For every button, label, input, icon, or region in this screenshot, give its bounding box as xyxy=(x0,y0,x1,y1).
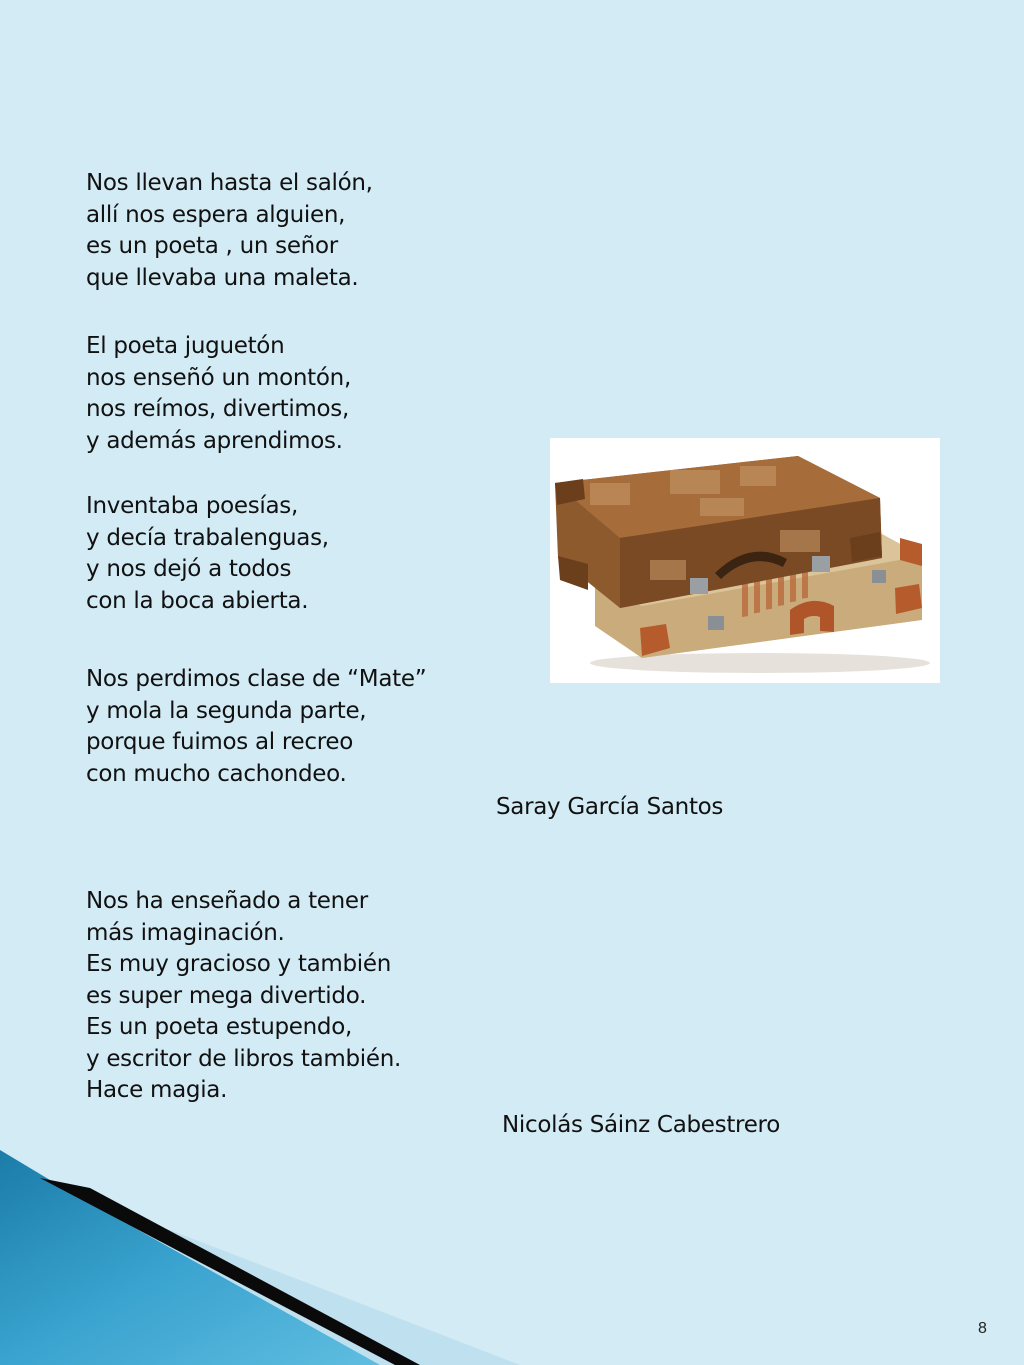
poem-line: y decía trabalenguas, xyxy=(86,524,329,551)
poem-line: con la boca abierta. xyxy=(86,587,309,614)
poem-line: es super mega divertido. xyxy=(86,982,367,1009)
stanza-3 xyxy=(86,491,329,617)
suitcases-illustration xyxy=(550,438,940,683)
author-signature: Nicolás Sáinz Cabestrero xyxy=(502,1112,780,1138)
poem-line: más imaginación. xyxy=(86,919,285,946)
suitcases-photo xyxy=(550,438,940,683)
poem-line: es un poeta , un señor xyxy=(86,233,338,259)
poem-line: nos reímos, divertimos, xyxy=(86,396,350,422)
poem-line: Nos perdimos clase de “Mate” xyxy=(86,666,427,692)
poem-line: Nos ha enseñado a tener xyxy=(86,888,368,914)
stanza-5 xyxy=(86,886,401,1107)
poem-line: allí nos espera alguien, xyxy=(86,201,346,228)
stanza-2 xyxy=(86,331,351,457)
poem-line: Inventaba poesías, xyxy=(86,493,298,519)
poem-line: Nos llevan hasta el salón, xyxy=(86,170,373,196)
poem-line: y mola la segunda parte, xyxy=(86,697,367,724)
poem-line: Es un poeta estupendo, xyxy=(86,1014,352,1040)
poem-line: con mucho cachondeo. xyxy=(86,760,347,787)
poem-line: porque fuimos al recreo xyxy=(86,729,354,755)
poem-line: y escritor de libros también. xyxy=(86,1045,402,1072)
poem-line: El poeta juguetón xyxy=(86,333,285,359)
poem-line: que llevaba una maleta. xyxy=(86,264,359,291)
poem-line: Es muy gracioso y también xyxy=(86,951,392,977)
poem-line: Hace magia. xyxy=(86,1077,228,1103)
author-signature: Saray García Santos xyxy=(496,794,724,820)
poem-line: y además aprendimos. xyxy=(86,427,343,454)
page-number: 8 xyxy=(978,1320,987,1337)
stanza-1 xyxy=(86,168,373,294)
stanza-4 xyxy=(86,664,426,790)
poem-line: y nos dejó a todos xyxy=(86,556,292,582)
poem-line: nos enseñó un montón, xyxy=(86,364,351,391)
